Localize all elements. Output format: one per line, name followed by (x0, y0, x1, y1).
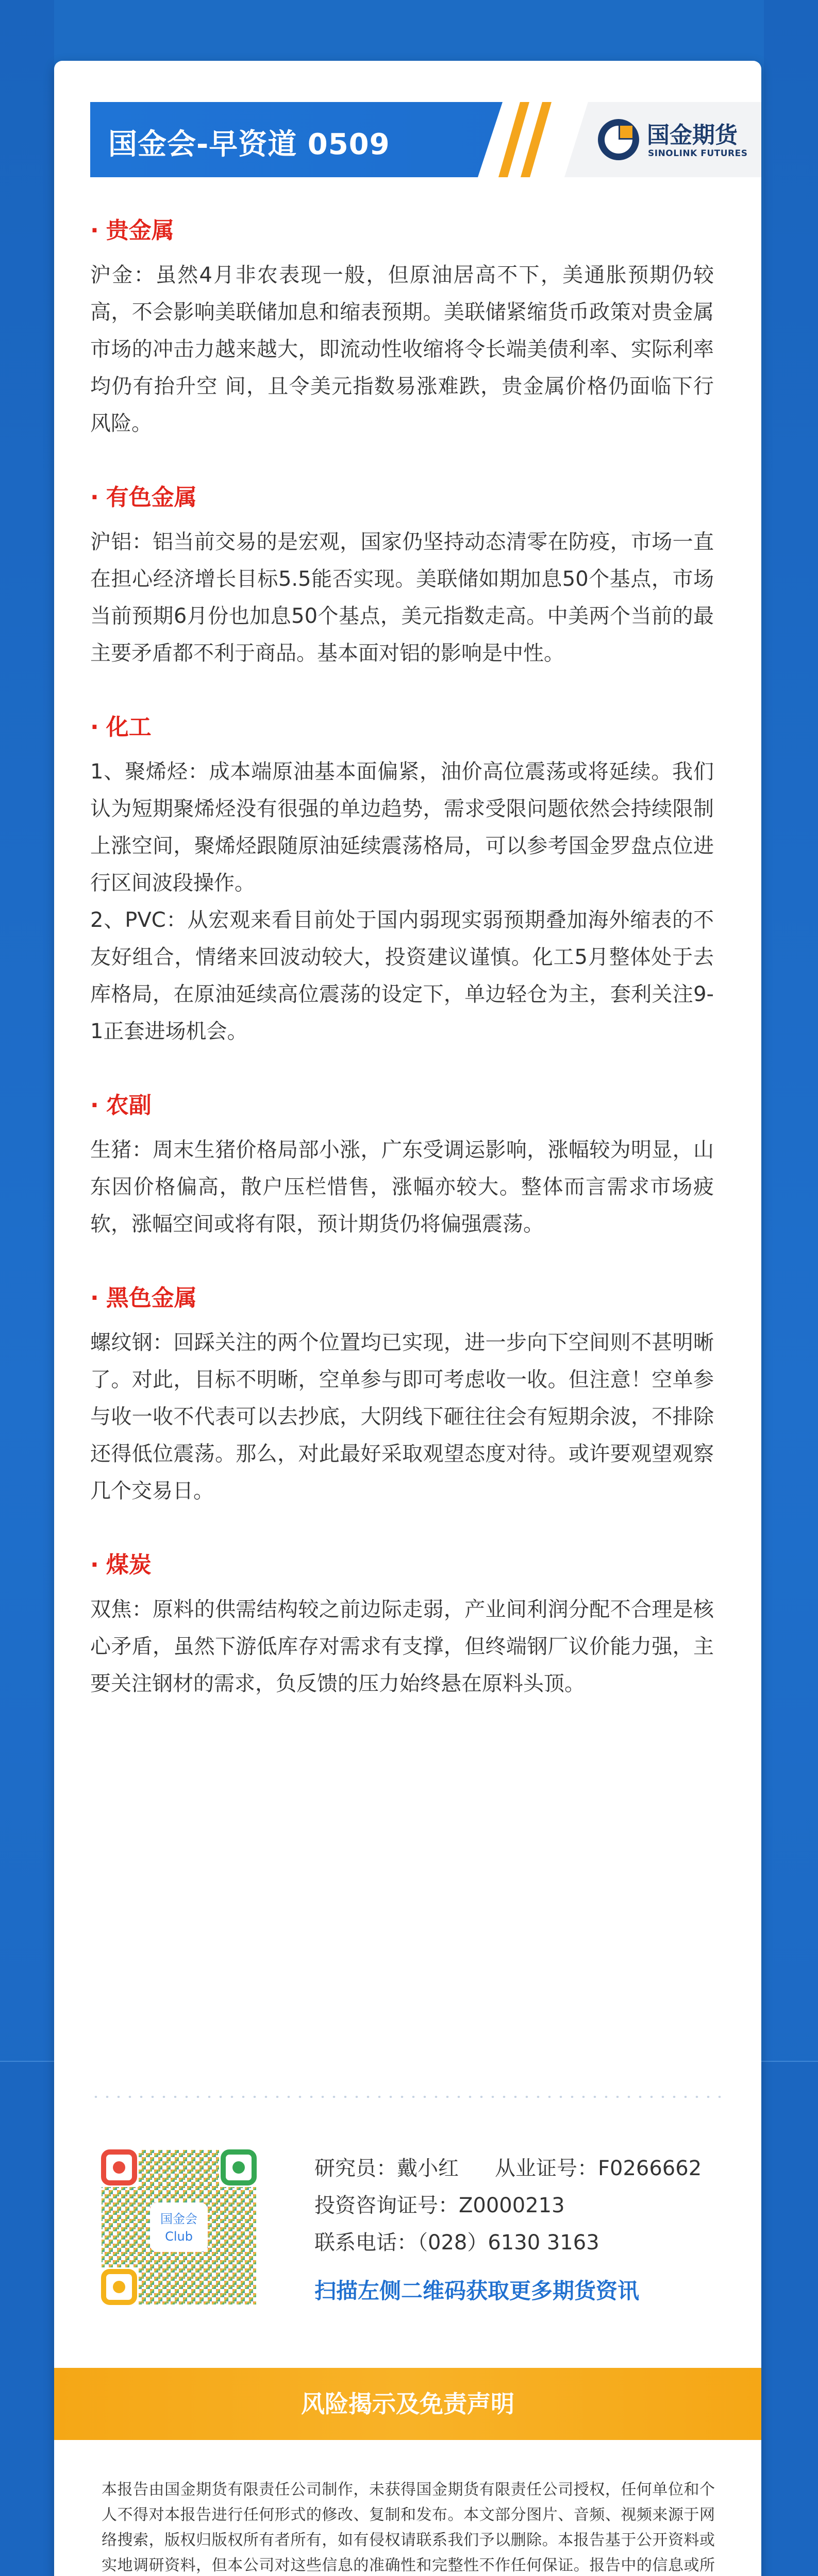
section-title: 煤炭 (106, 1552, 152, 1578)
section-paragraph: 沪铝：铝当前交易的是宏观，国家仍坚持动态清零在防疫，市场一直在担心经济增长目标5.5能否实现。美联储如期加息50个基点，市场当前预期6月份也加息50个基点，美元指数走高。中美两个当前的最主要矛盾都不利于商品。基本面对铝的影响是中性。 (90, 530, 714, 665)
qr-code-icon[interactable] (96, 2145, 261, 2310)
section-title: 化工 (106, 714, 152, 740)
section-precious-metals (90, 215, 714, 442)
section-paragraph: 2、PVC：从宏观来看目前处于国内弱现实弱预期叠加海外缩表的不友好组合，情绪来回波动较大，投资建议谨慎。化工5月整体处于去库格局，在原油延续高位震荡的设定下，单边轻仓为主，套利关注9-1正套进场机会。 (90, 908, 714, 1043)
section-heading: · 黑色金属 (90, 1285, 197, 1311)
section-coal (90, 1550, 714, 1702)
section-agriculture (90, 1090, 714, 1243)
report-content (90, 215, 714, 1742)
risk-title: 风险揭示及免责声明 (301, 2390, 514, 2418)
phone-number: 联系电话：（028）6130 3163 (314, 2231, 599, 2255)
logo-text-cn: 国金期货 (647, 122, 738, 148)
license-number: 从业证号：F0266662 (495, 2157, 702, 2180)
disclaimer-text: 本报告由国金期货有限责任公司制作，未获得国金期货有限责任公司授权，任何单位和个人不得对本报告进行任何形式的修改、复制和发布。本文部分图片、音频、视频来源于网络搜索，版权归版权所有者所有，如有侵权请联系我们予以删除。本报告基于公开资料或实地调研资料，但本公司对这些信息的准确性和完整性不作任何保证。报告中的信息或所 (102, 2481, 715, 2574)
advisory-license: 投资咨询证号：Z0000213 (314, 2194, 565, 2217)
section-title: 有色金属 (106, 484, 197, 511)
section-ferrous-metals (90, 1283, 714, 1510)
section-heading: · 贵金属 (90, 217, 174, 244)
contact-info (314, 2150, 737, 2310)
sinolink-logo-icon (595, 116, 642, 163)
section-nonferrous-metals (90, 482, 714, 672)
section-chemicals (90, 712, 714, 1050)
section-heading: · 农副 (90, 1092, 152, 1118)
section-heading: · 煤炭 (90, 1552, 152, 1578)
logo-text-en: SINOLINK FUTURES (648, 148, 748, 159)
qr-call-to-action: 扫描左侧二维码获取更多期货资讯 (314, 2278, 640, 2303)
section-heading: · 有色金属 (90, 484, 197, 511)
dotted-divider (90, 2096, 725, 2098)
section-paragraph: 双焦：原料的供需结构较之前边际走弱，产业间利润分配不合理是核心矛盾，虽然下游低库存对需求有支撑，但终端钢厂议价能力强，主要关注钢材的需求，负反馈的压力始终悬在原料头顶。 (90, 1598, 714, 1696)
researcher-name: 研究员：戴小红 (314, 2157, 459, 2180)
section-paragraph: 沪金：虽然4月非农表现一般，但原油居高不下，美通胀预期仍较高，不会影响美联储加息和缩表预期。美联储紧缩货币政策对贵金属市场的冲击力越来越大，即流动性收缩将令长端美债利率、实际利率均仍有抬升空 间，且令美元指数易涨难跌，贵金属价格仍面临下行风险。 (90, 263, 714, 435)
section-title: 农副 (106, 1092, 152, 1118)
page-title: 国金会-早资道 0509 (108, 128, 390, 161)
researcher-line (314, 2150, 737, 2187)
section-title: 黑色金属 (106, 1285, 197, 1311)
section-paragraph: 生猪：周末生猪价格局部小涨，广东受调运影响，涨幅较为明显，山东因价格偏高，散户压栏惜售，涨幅亦较大。整体而言需求市场疲软，涨幅空间或将有限，预计期货仍将偏强震荡。 (90, 1138, 714, 1236)
qr-label: 国金会 (160, 2212, 197, 2226)
report-card (54, 61, 761, 2576)
header (54, 102, 761, 177)
section-title: 贵金属 (106, 217, 174, 244)
qr-label: Club (165, 2229, 193, 2244)
section-paragraph: 1、聚烯烃：成本端原油基本面偏紧，油价高位震荡或将延续。我们认为短期聚烯烃没有很强的单边趋势，需求受限问题依然会持续限制上涨空间，聚烯烃跟随原油延续震荡格局，可以参考国金罗盘点位进行区间波段操作。 (90, 760, 714, 895)
section-heading: · 化工 (90, 714, 152, 740)
section-paragraph: 螺纹钢：回踩关注的两个位置均已实现，进一步向下空间则不甚明晰了。对此，目标不明晰，空单参与即可考虑收一收。但注意！空单参与收一收不代表可以去抄底，大阴线下砸往往会有短期余波，不排除还得低位震荡。那么，对此最好采取观望态度对待。或许要观望观察几个交易日。 (90, 1331, 714, 1503)
